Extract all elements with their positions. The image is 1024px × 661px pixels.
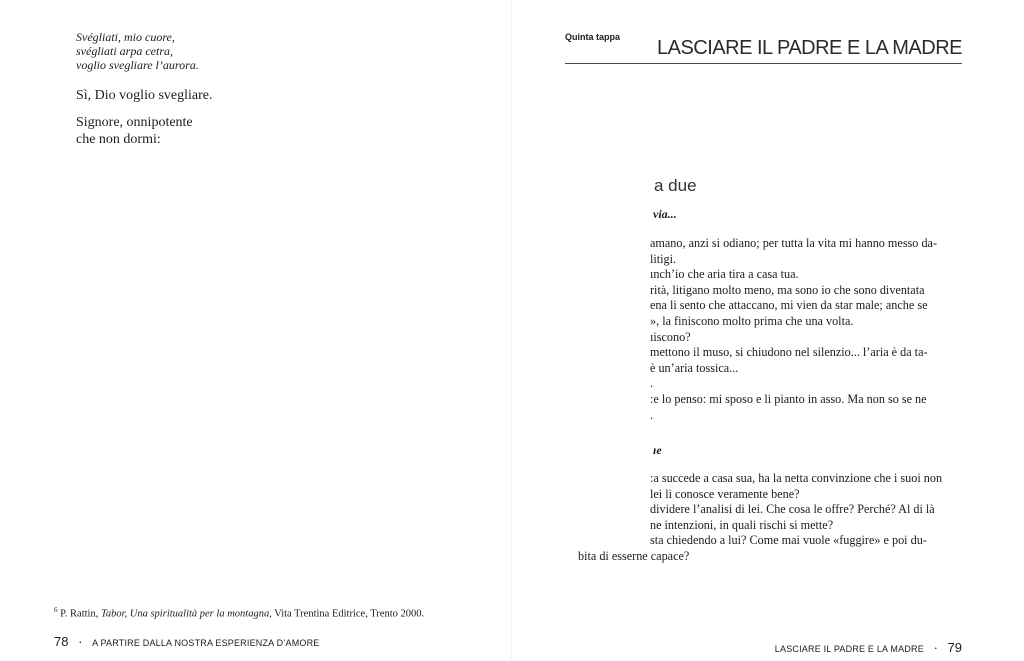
text-line: ena li sento che attaccano, mi vien da star male; anche se <box>650 298 928 313</box>
running-head: A PARTIRE DALLA NOSTRA ESPERIENZA D’AMORE <box>92 638 320 648</box>
text-line: mettono il muso, si chiudono nel silenzio... l’aria è da ta- <box>650 345 928 360</box>
running-head: LASCIARE IL PADRE E LA MADRE <box>774 644 924 654</box>
text-line: dividere l’analisi di lei. Che cosa le offre? Perché? Al di là <box>650 502 935 517</box>
chapter-label: Quinta tappa <box>565 32 621 42</box>
text-line: lei li conosce veramente bene? <box>650 486 800 501</box>
footnote <box>54 606 424 620</box>
folio-right <box>775 640 962 655</box>
section-heading: a due <box>654 176 697 195</box>
chapter-title: LASCIARE IL PADRE E LA MADRE <box>657 37 962 59</box>
right-page <box>512 0 1024 661</box>
page-number: 79 <box>947 640 962 655</box>
text-line: è un’aria tossica... <box>650 360 739 375</box>
text-block <box>578 471 962 565</box>
text-line: ıiscono? <box>650 329 691 344</box>
poem-line: svégliati arpa cetra, <box>76 44 173 58</box>
text-line: bita di esserne capace? <box>578 548 690 563</box>
text-line: litigi. <box>650 251 677 266</box>
text-line: :e lo penso: mi sposo e li pianto in asso. Ma non so se ne <box>650 391 927 406</box>
poem-line: voglio svegliare l’aurora. <box>76 58 199 72</box>
subheading: via... <box>653 207 677 221</box>
folio-left <box>54 634 320 649</box>
verse-line: Sì, Dio voglio svegliare. <box>76 88 213 103</box>
verse-line: Signore, onnipotente <box>76 115 193 130</box>
text-line: . <box>650 376 654 391</box>
poem-line: Svégliati, mio cuore, <box>76 30 175 44</box>
text-line: ne intenzioni, in quali rischi si mette? <box>650 517 834 532</box>
text-line: . <box>650 407 654 422</box>
folio-separator: · <box>78 634 83 649</box>
subheading: ıe <box>653 443 662 457</box>
footnote-publisher: , Vita Trentina Editrice, Trento 2000. <box>269 608 425 620</box>
text-line: amano, anzi si odiano; per tutta la vita mi hanno messo da- <box>650 236 938 250</box>
text-line: », la finiscono molto prima che una volta. <box>650 313 854 328</box>
page-number: 78 <box>54 634 69 649</box>
footnote-title: Tabor, Una spiritualità per la montagna <box>100 608 270 620</box>
footnote-author: P. Rattin, <box>60 608 101 620</box>
text-block <box>650 236 962 423</box>
poem-stanza <box>76 30 199 72</box>
folio-separator: · <box>933 640 938 655</box>
chapter-rule <box>565 63 962 64</box>
footnote-marker: 6 <box>54 606 58 614</box>
text-line: rità, litigano molto meno, ma sono io che sono diventata <box>650 282 925 297</box>
verse-line-clipped: che non dormi: <box>76 132 161 143</box>
text-line: sta chiedendo a lui? Come mai vuole «fuggire» e poi du- <box>650 533 927 548</box>
text-line: :a succede a casa sua, ha la netta convinzione che i suoi non <box>650 471 943 485</box>
text-line: ınch’io che aria tira a casa tua. <box>650 267 799 282</box>
